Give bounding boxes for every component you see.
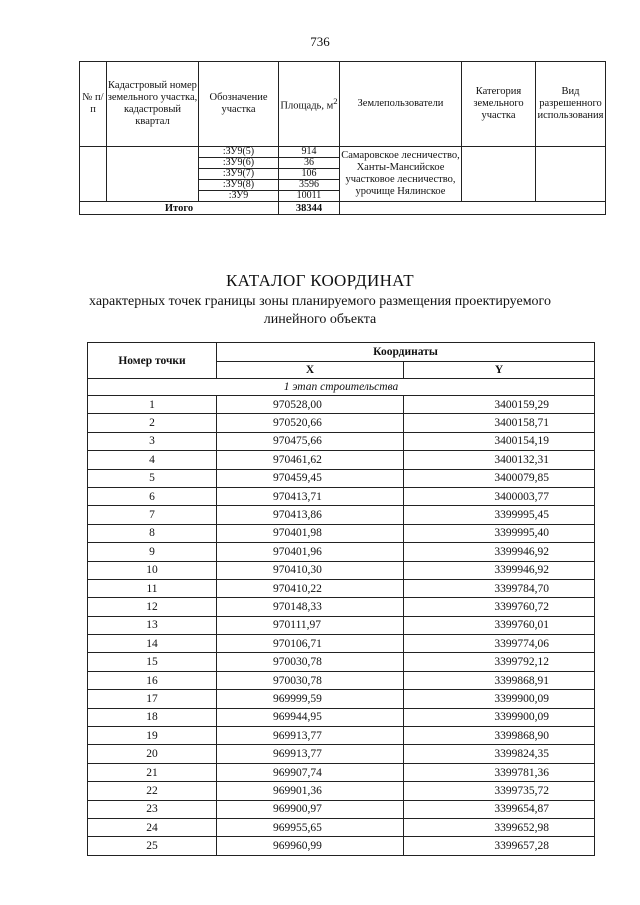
x-coordinate-cell: 969960,99 <box>217 837 404 855</box>
point-number-cell: 24 <box>88 818 217 836</box>
x-coordinate-cell: 970148,33 <box>217 598 404 616</box>
y-coordinate-cell: 3400158,71 <box>404 414 595 432</box>
total-value: 38344 <box>279 202 340 215</box>
table-row <box>88 671 595 689</box>
y-coordinate-cell: 3399654,87 <box>404 800 595 818</box>
cell-land-users: Самаровское лесничество, Ханты-Мансийское участковое лесничество, урочище Нялинское <box>340 147 462 202</box>
x-coordinate-cell: 970030,78 <box>217 653 404 671</box>
point-number-cell: 13 <box>88 616 217 634</box>
table-row <box>88 635 595 653</box>
table-row <box>88 763 595 781</box>
table-row <box>88 469 595 487</box>
header-coordinates: Координаты <box>217 343 595 362</box>
table-row <box>88 616 595 634</box>
cell-category <box>462 147 536 202</box>
y-coordinate-cell: 3399946,92 <box>404 543 595 561</box>
table-row <box>88 708 595 726</box>
y-coordinate-cell: 3400154,19 <box>404 432 595 450</box>
x-coordinate-cell: 969900,97 <box>217 800 404 818</box>
page-number: 736 <box>310 34 330 49</box>
x-coordinate-cell: 970401,96 <box>217 543 404 561</box>
point-number-cell: 20 <box>88 745 217 763</box>
point-number-cell: 23 <box>88 800 217 818</box>
y-coordinate-cell: 3399900,09 <box>404 690 595 708</box>
table-row <box>88 396 595 414</box>
coord-header-row <box>88 343 595 362</box>
cell-cadastral <box>107 147 199 202</box>
x-coordinate-cell: 969901,36 <box>217 782 404 800</box>
table-row <box>88 451 595 469</box>
y-coordinate-cell: 3400003,77 <box>404 487 595 505</box>
point-number-cell: 1 <box>88 396 217 414</box>
x-coordinate-cell: 969913,77 <box>217 745 404 763</box>
y-coordinate-cell: 3399995,45 <box>404 506 595 524</box>
y-coordinate-cell: 3399657,28 <box>404 837 595 855</box>
header-point-number: Номер точки <box>88 343 217 379</box>
header-cadastral: Кадастровый номер земельного участка, кадастровый квартал <box>107 62 199 147</box>
point-number-cell: 8 <box>88 524 217 542</box>
x-coordinate-cell: 970106,71 <box>217 635 404 653</box>
point-number-cell: 15 <box>88 653 217 671</box>
table-row <box>88 727 595 745</box>
point-number-cell: 21 <box>88 763 217 781</box>
land-plot-table <box>79 61 606 215</box>
table-row <box>88 800 595 818</box>
total-row <box>80 202 606 215</box>
catalog-subtitle-line1: характерных точек границы зоны планируемого размещения проектируемого <box>89 294 551 309</box>
stage-label: 1 этап строительства <box>88 379 595 396</box>
header-designation: Обозначение участка <box>199 62 279 147</box>
x-coordinate-cell: 970111,97 <box>217 616 404 634</box>
header-num: № п/п <box>80 62 107 147</box>
point-number-cell: 25 <box>88 837 217 855</box>
point-number-cell: 12 <box>88 598 217 616</box>
x-coordinate-cell: 969907,74 <box>217 763 404 781</box>
y-coordinate-cell: 3399652,98 <box>404 818 595 836</box>
land-table-header-row <box>80 62 606 147</box>
point-number-cell: 17 <box>88 690 217 708</box>
table-row <box>88 579 595 597</box>
y-coordinate-cell: 3399760,01 <box>404 616 595 634</box>
header-users: Землепользователи <box>340 62 462 147</box>
header-area-sup: 2 <box>333 96 338 107</box>
point-number-cell: 6 <box>88 487 217 505</box>
x-coordinate-cell: 970461,62 <box>217 451 404 469</box>
x-coordinate-cell: 969955,65 <box>217 818 404 836</box>
header-area-label: Площадь, м <box>280 100 334 112</box>
header-area <box>279 62 340 147</box>
x-coordinate-cell: 970475,66 <box>217 432 404 450</box>
point-number-cell: 10 <box>88 561 217 579</box>
point-number-cell: 14 <box>88 635 217 653</box>
point-number-cell: 22 <box>88 782 217 800</box>
y-coordinate-cell: 3399792,12 <box>404 653 595 671</box>
cell-usage <box>536 147 606 202</box>
table-row <box>88 818 595 836</box>
y-coordinate-cell: 3400079,85 <box>404 469 595 487</box>
point-number-cell: 7 <box>88 506 217 524</box>
cell-designation: :ЗУ9(8) <box>199 180 279 191</box>
x-coordinate-cell: 969944,95 <box>217 708 404 726</box>
point-number-cell: 11 <box>88 579 217 597</box>
cell-designation: :ЗУ9(6) <box>199 158 279 169</box>
cell-area: 36 <box>279 158 340 169</box>
cell-designation: :ЗУ9 <box>199 191 279 202</box>
point-number-cell: 3 <box>88 432 217 450</box>
catalog-subtitle-line2: линейного объекта <box>263 312 377 327</box>
cell-area: 10011 <box>279 191 340 202</box>
cell-area: 914 <box>279 147 340 158</box>
x-coordinate-cell: 970030,78 <box>217 671 404 689</box>
point-number-cell: 16 <box>88 671 217 689</box>
y-coordinate-cell: 3399868,91 <box>404 671 595 689</box>
table-row <box>88 598 595 616</box>
y-coordinate-cell: 3399900,09 <box>404 708 595 726</box>
x-coordinate-cell: 970520,66 <box>217 414 404 432</box>
y-coordinate-cell: 3399824,35 <box>404 745 595 763</box>
cell-num <box>80 147 107 202</box>
table-row <box>88 837 595 855</box>
x-coordinate-cell: 970413,86 <box>217 506 404 524</box>
header-category: Категория земельного участка <box>462 62 536 147</box>
table-row <box>88 524 595 542</box>
table-row <box>88 745 595 763</box>
x-coordinate-cell: 970413,71 <box>217 487 404 505</box>
y-coordinate-cell: 3399774,06 <box>404 635 595 653</box>
cell-designation: :ЗУ9(7) <box>199 169 279 180</box>
y-coordinate-cell: 3400132,31 <box>404 451 595 469</box>
x-coordinate-cell: 970410,22 <box>217 579 404 597</box>
y-coordinate-cell: 3399735,72 <box>404 782 595 800</box>
x-coordinate-cell: 969913,77 <box>217 727 404 745</box>
table-row <box>88 432 595 450</box>
table-row <box>88 543 595 561</box>
point-number-cell: 19 <box>88 727 217 745</box>
x-coordinate-cell: 970459,45 <box>217 469 404 487</box>
y-coordinate-cell: 3400159,29 <box>404 396 595 414</box>
x-coordinate-cell: 970410,30 <box>217 561 404 579</box>
cell-designation: :ЗУ9(5) <box>199 147 279 158</box>
header-y: Y <box>404 362 595 379</box>
table-row <box>88 690 595 708</box>
table-row <box>88 487 595 505</box>
cell-area: 106 <box>279 169 340 180</box>
stage-row <box>88 379 595 396</box>
y-coordinate-cell: 3399760,72 <box>404 598 595 616</box>
header-usage: Вид разрешенного использования <box>536 62 606 147</box>
header-x: X <box>217 362 404 379</box>
point-number-cell: 2 <box>88 414 217 432</box>
table-row <box>88 561 595 579</box>
x-coordinate-cell: 969999,59 <box>217 690 404 708</box>
y-coordinate-cell: 3399868,90 <box>404 727 595 745</box>
x-coordinate-cell: 970401,98 <box>217 524 404 542</box>
total-empty <box>340 202 606 215</box>
table-row <box>88 653 595 671</box>
y-coordinate-cell: 3399781,36 <box>404 763 595 781</box>
table-row <box>88 506 595 524</box>
point-number-cell: 9 <box>88 543 217 561</box>
catalog-title: КАТАЛОГ КООРДИНАТ <box>226 271 414 290</box>
point-number-cell: 18 <box>88 708 217 726</box>
x-coordinate-cell: 970528,00 <box>217 396 404 414</box>
table-row <box>88 414 595 432</box>
coordinates-table <box>87 342 595 856</box>
table-row <box>88 782 595 800</box>
y-coordinate-cell: 3399784,70 <box>404 579 595 597</box>
total-label: Итого <box>80 202 279 215</box>
cell-area: 3596 <box>279 180 340 191</box>
point-number-cell: 4 <box>88 451 217 469</box>
point-number-cell: 5 <box>88 469 217 487</box>
y-coordinate-cell: 3399995,40 <box>404 524 595 542</box>
y-coordinate-cell: 3399946,92 <box>404 561 595 579</box>
table-row <box>80 147 606 158</box>
